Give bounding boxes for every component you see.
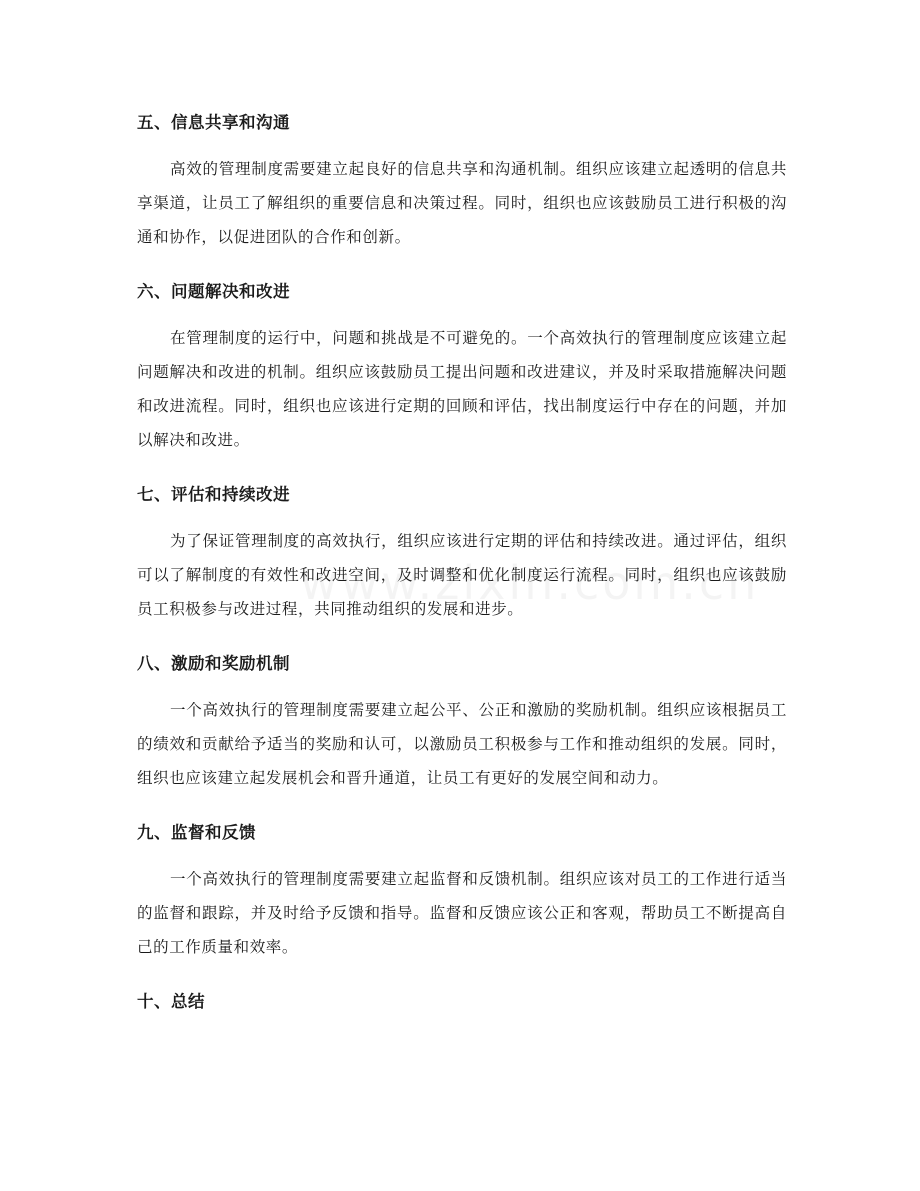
section-heading: 六、问题解决和改进 — [137, 282, 290, 301]
section-6 — [137, 275, 787, 457]
section-5 — [137, 106, 787, 254]
section-paragraph: 一个高效执行的管理制度需要建立起监督和反馈机制。组织应该对员工的工作进行适当的监督和跟踪，并及时给予反馈和指导。监督和反馈应该公正和客观，帮助员工不断提高自己的工作质量和效率。 — [137, 870, 787, 956]
section-heading: 五、信息共享和沟通 — [137, 113, 290, 132]
section-heading: 十、总结 — [137, 992, 205, 1011]
section-8 — [137, 647, 787, 795]
section-heading: 八、激励和奖励机制 — [137, 654, 290, 673]
section-paragraph: 高效的管理制度需要建立起良好的信息共享和沟通机制。组织应该建立起透明的信息共享渠道，让员工了解组织的重要信息和决策过程。同时，组织也应该鼓励员工进行积极的沟通和协作，以促进团队的合作和创新。 — [137, 160, 787, 246]
document-content — [137, 106, 787, 1019]
section-paragraph: 在管理制度的运行中，问题和挑战是不可避免的。一个高效执行的管理制度应该建立起问题解决和改进的机制。组织应该鼓励员工提出问题和改进建议，并及时采取措施解决问题和改进流程。同时，组织也应该进行定期的回顾和评估，找出制度运行中存在的问题，并加以解决和改进。 — [137, 329, 787, 449]
section-10 — [137, 985, 787, 1019]
section-heading: 九、监督和反馈 — [137, 823, 256, 842]
section-9 — [137, 816, 787, 964]
section-paragraph: 为了保证管理制度的高效执行，组织应该进行定期的评估和持续改进。通过评估，组织可以了解制度的有效性和改进空间，及时调整和优化制度运行流程。同时，组织也应该鼓励员工积极参与改进过程，共同推动组织的发展和进步。 — [137, 532, 787, 618]
section-paragraph: 一个高效执行的管理制度需要建立起公平、公正和激励的奖励机制。组织应该根据员工的绩效和贡献给予适当的奖励和认可，以激励员工积极参与工作和推动组织的发展。同时，组织也应该建立起发展机会和晋升通道，让员工有更好的发展空间和动力。 — [137, 701, 787, 787]
section-heading: 七、评估和持续改进 — [137, 485, 290, 504]
section-7 — [137, 478, 787, 626]
